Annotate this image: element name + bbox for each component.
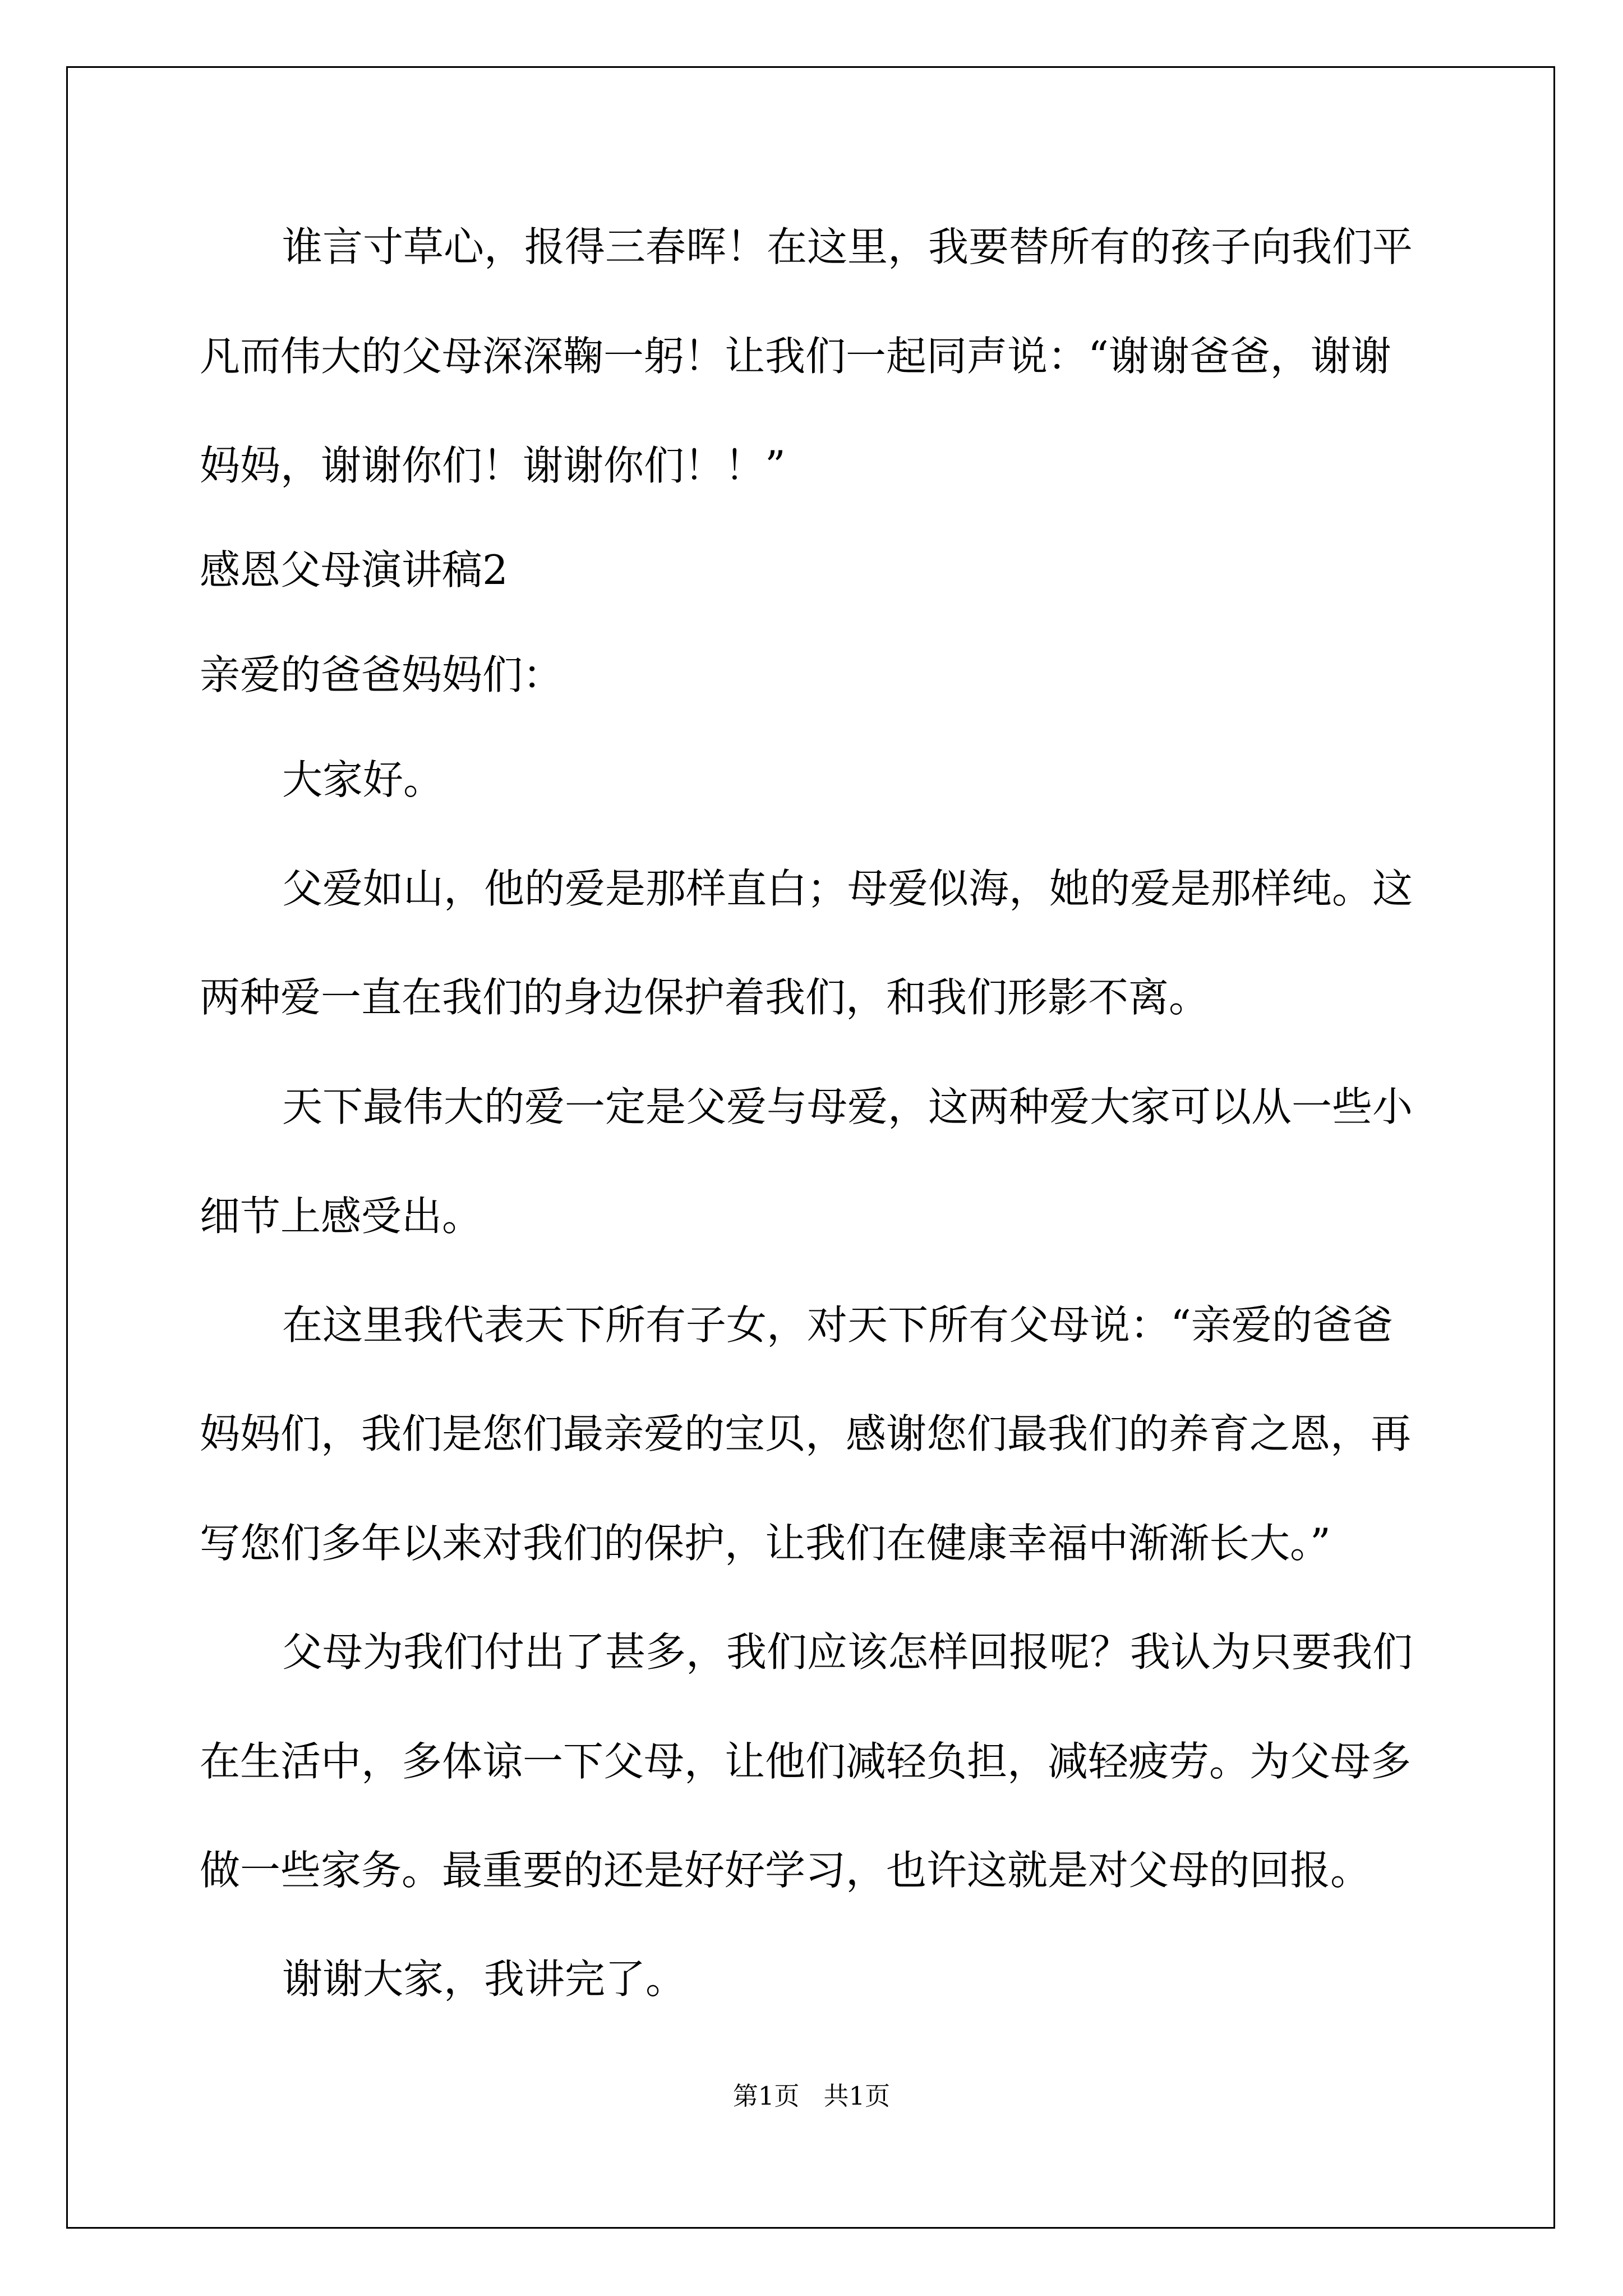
section-title: 感恩父母演讲稿2 xyxy=(200,546,508,593)
page-footer: 第1页 共1页 xyxy=(732,2081,891,2111)
paragraph-line: 在生活中，多体谅一下父母，让他们减轻负担，减轻疲劳。为父母多 xyxy=(200,1738,1412,1785)
paragraph-line: 写您们多年以来对我们的保护，让我们在健康幸福中渐渐长大。” xyxy=(200,1520,1331,1567)
paragraph-line: 妈妈们，我们是您们最亲爱的宝贝，感谢您们最我们的养育之恩，再 xyxy=(200,1410,1412,1457)
paragraph-line: 在这里我代表天下所有子女，对天下所有父母说：“亲爱的爸爸 xyxy=(282,1301,1393,1349)
paragraph-line: 父母为我们付出了甚多，我们应该怎样回报呢？我认为只要我们 xyxy=(282,1628,1413,1676)
paragraph-line: 谁言寸草心，报得三春晖！在这里，我要替所有的孩子向我们平 xyxy=(282,223,1413,270)
paragraph-line: 两种爱一直在我们的身边保护着我们，和我们形影不离。 xyxy=(200,974,1210,1021)
closing-line: 谢谢大家，我讲完了。 xyxy=(282,1955,686,2003)
paragraph-line: 细节上感受出。 xyxy=(200,1193,483,1240)
page-border xyxy=(66,66,1555,2229)
paragraph-line: 妈妈，谢谢你们！谢谢你们！！” xyxy=(200,442,786,489)
paragraph-line: 天下最伟大的爱一定是父爱与母爱，这两种爱大家可以从一些小 xyxy=(282,1083,1413,1130)
salutation: 亲爱的爸爸妈妈们： xyxy=(200,651,564,698)
paragraph-line: 父爱如山，他的爱是那样直白；母爱似海，她的爱是那样纯。这 xyxy=(282,865,1413,912)
paragraph-line: 凡而伟大的父母深深鞠一躬！让我们一起同声说：“谢谢爸爸，谢谢 xyxy=(200,333,1391,380)
paragraph-line: 大家好。 xyxy=(282,756,444,803)
paragraph-line: 做一些家务。最重要的还是好好学习，也许这就是对父母的回报。 xyxy=(200,1847,1371,1894)
